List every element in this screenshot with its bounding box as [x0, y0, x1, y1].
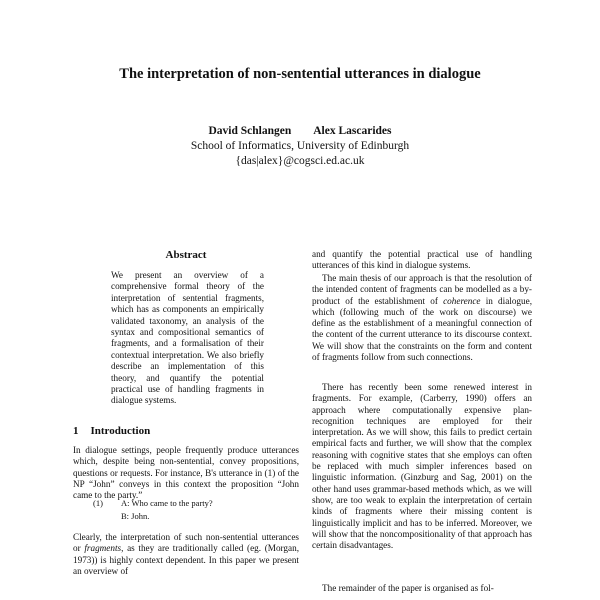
- section-heading: [73, 425, 150, 437]
- text-run: The main thesis of our approach is that the resolution of the intended content of fragments can be modelled as a by-product of the establishment of: [312, 273, 532, 306]
- text-run: Clearly, the interpretation of such non-sentential utterances or: [73, 532, 299, 554]
- author-names: [0, 124, 600, 139]
- author-name: Alex Lascarides: [313, 125, 392, 137]
- example-1: [73, 497, 299, 523]
- section-number: 1: [73, 425, 79, 437]
- author-name: David Schlangen: [208, 125, 292, 137]
- text-run: in dialogue, which (following much of the work on discourse) we define as the establishment of a meaningful connection of the content of the current utterance to its discourse context. We will show that the constraints on the form and content of fragments follow from such connections.: [312, 295, 532, 363]
- emphasis: coherence: [443, 295, 481, 306]
- email: {das|alex}@cogsci.ed.ac.uk: [235, 155, 365, 167]
- right-paragraph-2: [312, 273, 532, 363]
- text-run: , as they are traditionally called (eg. (Morgan, 1973)) is highly context dependent. In this paper we present an overview of: [73, 543, 299, 576]
- example-line-b: B: John.: [121, 511, 150, 521]
- section-title: Introduction: [90, 425, 151, 437]
- emphasis: fragments: [84, 543, 122, 554]
- abstract-text: We present an overview of a comprehensive formal theory of the interpretation of sentential fragments, which has as components an empirically validated taxonomy, an analysis of the syntax and compositional semantics of fragments, and a formalisation of their contextual interpretation. We also briefly describe an implementation of this theory, and quantify the potential practical use of handling fragments in dialogue systems.: [111, 270, 264, 406]
- example-label: (1): [93, 498, 103, 508]
- affiliation: School of Informatics, University of Edinburgh: [190, 140, 410, 152]
- author-block: [0, 124, 600, 169]
- paper-title: The interpretation of non-sentential utterances in dialogue: [119, 66, 481, 82]
- right-paragraph-3: There has recently been some renewed interest in fragments. For example, (Carberry, 1990) offers an approach where computationally expensive plan-recognition techniques are employed for their interpretation. As we will show, this fails to predict certain empirical facts and further, we will show that the complex reasoning with cognitive states that she employs can often be replaced with much simpler inferences based on linguistic information. (Ginzburg and Sag, 2001) on the other hand uses grammar-based methods which, as we will show, are too weak to explain the interpretation of certain kinds of fragments where their missing content is linguistically implicit and has to be inferred. Moreover, we will show that the noncompositionality of that approach has certain disadvantages.: [312, 382, 532, 551]
- intro-paragraph-2: [73, 532, 299, 577]
- intro-paragraph: In dialogue settings, people frequently produce utterances which, despite being non-sentential, convey propositions, questions or requests. For instance, B's utterance in (1) of the NP “John” conveys in this context the proposition “John came to the party.”: [73, 445, 299, 501]
- abstract-heading: Abstract: [165, 249, 207, 261]
- right-paragraph-4: The remainder of the paper is organised as fol-: [322, 583, 494, 593]
- example-line-a: A: Who came to the party?: [121, 498, 213, 508]
- right-paragraph-1: and quantify the potential practical use of handling utterances of this kind in dialogue systems.: [312, 249, 532, 271]
